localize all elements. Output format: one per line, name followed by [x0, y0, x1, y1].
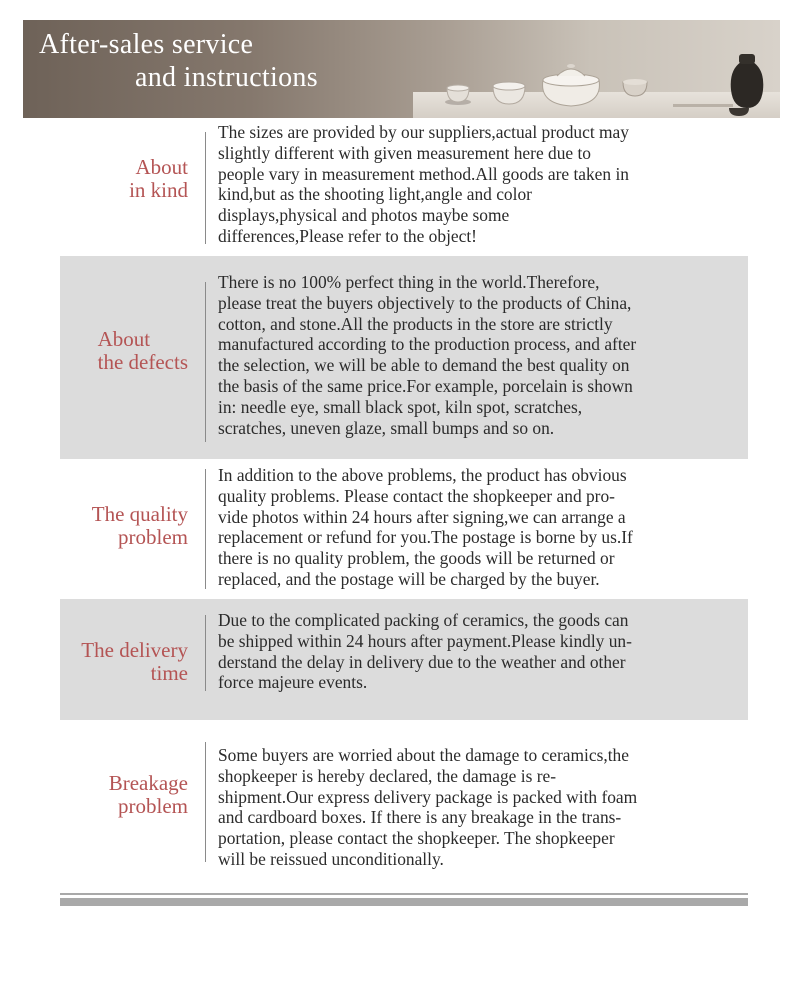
text-line: The sizes are provided by our suppliers,actual product may	[218, 122, 629, 142]
text-line: the selection, we will be able to demand the best quality on	[218, 355, 630, 376]
text-line: manufactured according to the production process, and after	[218, 334, 637, 355]
page-title	[39, 28, 318, 94]
text-line: kind,but as the shooting light,angle and color	[218, 184, 532, 205]
section-divider	[205, 742, 206, 862]
text-line: displays,physical and photos maybe some	[218, 205, 510, 226]
text-line: shipment.Our express delivery package is packed with foam	[218, 786, 638, 807]
section-label-line2: in kind	[129, 178, 188, 202]
text-line: and cardboard boxes. If there is any breakage in the trans-	[218, 807, 622, 828]
text-line: derstand the delay in delivery due to the weather and other	[218, 651, 626, 672]
text-line: replaced, and the postage will be charged by the buyer.	[218, 568, 600, 589]
header-banner	[23, 20, 780, 118]
text-line: replacement or refund for you.The postage is borne by us.If	[218, 527, 633, 548]
text-line: in: needle eye, small black spot, kiln spot, scratches,	[218, 396, 583, 417]
text-line: In addition to the above problems, the product has obvious	[218, 465, 627, 485]
section-text	[218, 272, 750, 438]
text-line: Due to the complicated packing of ceramics, the goods can	[218, 610, 629, 630]
section-label-line1: Breakage	[108, 771, 188, 795]
section-label	[98, 328, 188, 374]
section-label-line2: the defects	[97, 350, 188, 374]
text-line: quality problems. Please contact the shopkeeper and pro-	[218, 485, 615, 506]
section-breakage-problem	[60, 722, 748, 882]
text-line: be shipped within 24 hours after payment.Please kindly un-	[218, 630, 632, 651]
section-text	[218, 465, 750, 590]
section-label-line1: The delivery	[81, 638, 188, 662]
page-title-line1: After-sales service	[39, 29, 254, 60]
section-label-line2: problem	[118, 794, 188, 818]
text-line: scratches, uneven glaze, small bumps and so on.	[218, 417, 555, 438]
section-divider	[205, 282, 206, 442]
section-delivery-time	[60, 599, 748, 720]
text-line: there is no quality problem, the goods will be returned or	[218, 548, 615, 569]
section-label-line1: The quality	[91, 502, 188, 526]
section-quality-problem	[60, 461, 748, 597]
section-text	[218, 610, 750, 693]
section-divider	[205, 615, 206, 691]
text-line: differences,Please refer to the object!	[218, 225, 477, 246]
section-text	[218, 122, 750, 247]
section-divider	[205, 469, 206, 589]
text-line: Some buyers are worried about the damage to ceramics,the	[218, 745, 629, 765]
footer-divider-thick	[60, 898, 748, 906]
text-line: vide photos within 24 hours after signing,we can arrange a	[218, 506, 626, 527]
section-label	[92, 503, 188, 549]
section-divider	[205, 132, 206, 244]
text-line: people vary in measurement method.All goods are taken in	[218, 163, 629, 184]
section-label-line1: About	[135, 155, 188, 179]
text-line: shopkeeper is hereby declared, the damage is re-	[218, 765, 556, 786]
text-line: force majeure events.	[218, 672, 368, 693]
section-about-in-kind	[60, 122, 748, 254]
section-text	[218, 745, 750, 870]
section-label	[95, 156, 188, 202]
section-label-line1: About	[97, 327, 151, 351]
section-label	[81, 639, 188, 685]
text-line: slightly different with given measurement here due to	[218, 142, 591, 163]
text-line: will be reissued unconditionally.	[218, 848, 444, 869]
text-line: cotton, and stone.All the products in the store are strictly	[218, 313, 613, 334]
text-line: portation, please contact the shopkeeper. The shopkeeper	[218, 828, 615, 849]
section-label	[109, 772, 188, 818]
text-line: There is no 100% perfect thing in the world.Therefore,	[218, 272, 600, 292]
footer-divider-thin	[60, 893, 748, 895]
section-label-line2: time	[150, 661, 188, 685]
text-line: the basis of the same price.For example, porcelain is shown	[218, 375, 633, 396]
section-label-line2: problem	[118, 525, 188, 549]
section-about-the-defects	[60, 256, 748, 459]
text-line: please treat the buyers objectively to the products of China,	[218, 292, 632, 313]
page-title-line2: and instructions	[135, 62, 318, 93]
